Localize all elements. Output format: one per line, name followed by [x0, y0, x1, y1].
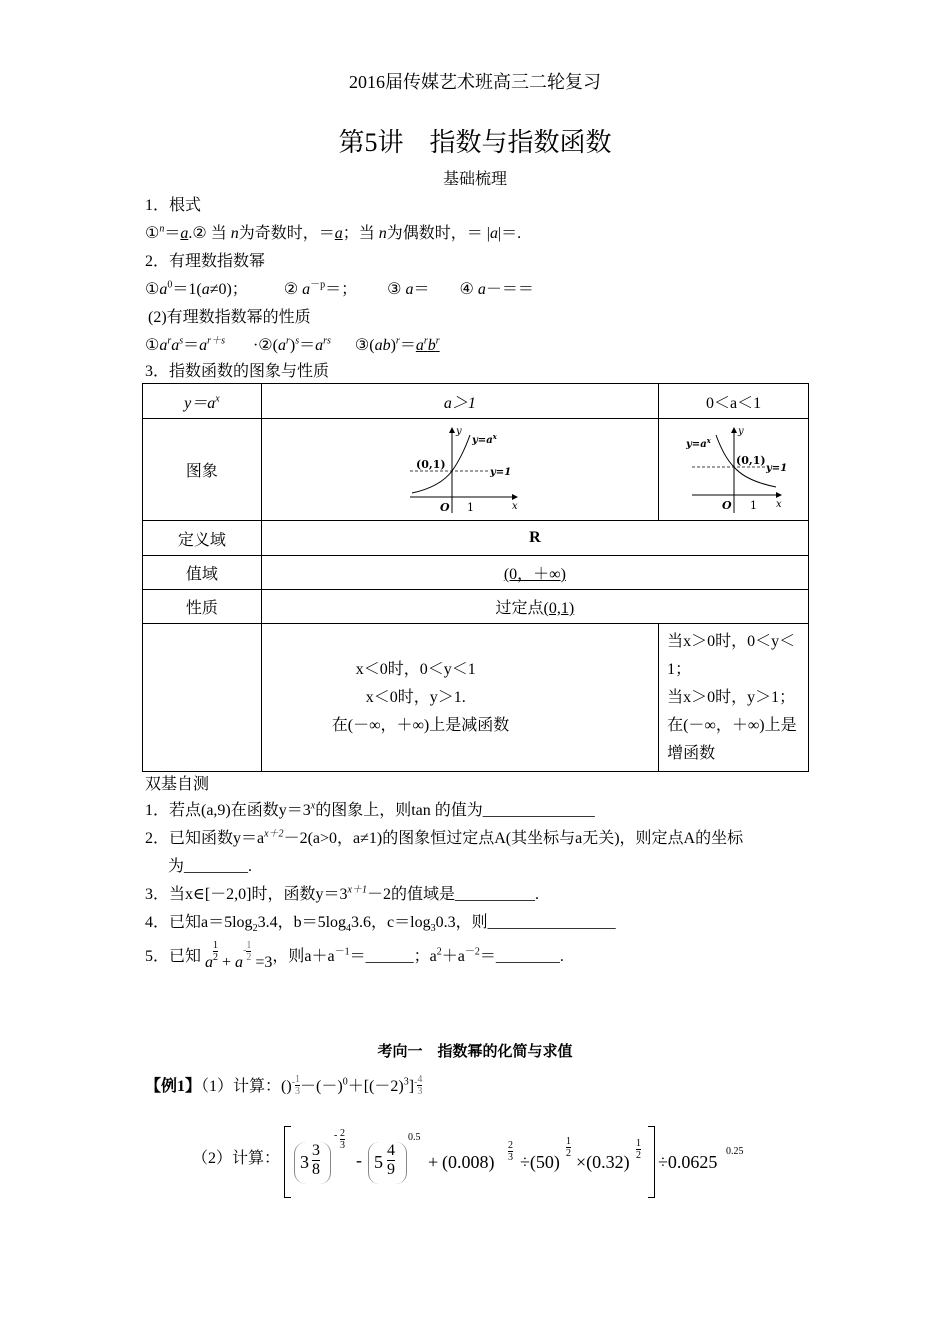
- document-header: 2016届传媒艺术班高三二轮复习: [349, 72, 601, 92]
- line-label: y=1: [489, 466, 512, 478]
- table-header-row: [143, 384, 809, 419]
- page-title: 第5讲 指数与指数函数: [338, 128, 612, 157]
- graph-increasing-cell: [261, 419, 658, 521]
- table-row-graph: [143, 419, 809, 521]
- question-2: 2．已知函数$y=a^{x+2}-2(a>0$，a≠1)的图象恒过定点A(其坐标与a无关)，则定点A的坐标: [145, 828, 744, 847]
- example-1-part-1: 【例1】（1）计算：()- $\frac{1}{3}$ $-(-)^0+[(-2)^3]^-$ $\frac{4}{3}$: [145, 1073, 423, 1097]
- axis-y-label-2: y: [737, 425, 744, 437]
- right-line-1: 当x＞0时，0＜y＜1；: [667, 632, 796, 678]
- domain-value: R: [261, 521, 808, 556]
- question-2-cont: 为________.: [168, 858, 253, 875]
- table-row-property: [143, 590, 809, 624]
- left-line-1: x＜0时，0＜y＜1: [355, 660, 476, 678]
- s2-heading: 2．有理数指数幂: [145, 253, 266, 270]
- line-label-2: y=1: [765, 462, 787, 474]
- s3-heading: 3．指数函数的图象与性质: [145, 363, 330, 380]
- s1-heading: 1．根式: [145, 197, 202, 214]
- table-row-domain: [143, 521, 809, 556]
- question-3: 3．当x∈[－2,0]时，函数$y=3^{x+1}-2$的值域是__________.: [145, 884, 539, 903]
- range-value: (0，＋∞): [261, 556, 808, 590]
- axis-x-label: x: [511, 500, 518, 512]
- origin-label: O: [439, 500, 450, 514]
- s1-line: ①$^n$＝a.② 当 n为奇数时，＝a；当 n为偶数时，＝ |a|＝.: [145, 223, 522, 242]
- label-empty: [143, 624, 262, 772]
- question-5: 5．已知 a $\frac{1}{2}$ + a- $\frac{1}{2}$ =3，则$a+a^{-1}=\_\_\_\_\_\_$；$a^2+a^{-2}=\_\_\_\_\_\_\_\_$.: [145, 939, 564, 971]
- axis-y-label: y: [455, 425, 462, 437]
- header-function: $y=a^x$: [143, 384, 262, 419]
- tick-1-label-2: 1: [749, 498, 757, 512]
- exponential-properties-table: [142, 383, 809, 772]
- example-1-part-2-label: （2）计算：: [192, 1150, 281, 1167]
- point-label: (0,1): [415, 457, 446, 471]
- s2-line2: $①a^ra^s=a^{r+s}$ $\cdot ②(a^r)^s=a^{rs}$ $③(ab)^r=a^rb^r$: [145, 335, 440, 354]
- curve-label: $y=a^x$: [471, 431, 497, 446]
- question-4: 4．已知$a=5\log_23.4$，$b=5\log_43.6$，$c=\log_30.3$，则________________: [145, 914, 616, 935]
- example-1-part-2-expression: 3 $\frac{3}{8}$ - $\frac{2}{3}$ - 5 $\frac{4}{9}$ 0.5 + (0.008) $\frac{2}{3}$ ÷(50) $\frac{1}{2}$ ×(0.32) $\frac{1}{2}$ ÷0.0625 0.25: [284, 1126, 754, 1198]
- left-line-2: x＜0时，y＞1.: [365, 688, 466, 706]
- right-line-3: 在(－∞，＋∞)上是增函数: [667, 716, 797, 762]
- tick-1-label: 1: [466, 500, 474, 514]
- label-graph: 图象: [143, 419, 262, 521]
- header-a-between: 0＜a＜1: [659, 384, 809, 419]
- monotonic-right: [659, 624, 809, 772]
- graph-decreasing: [684, 425, 787, 515]
- curve-label-2: $y=a^x$: [685, 435, 711, 450]
- s2-line1: $①a^0=1(a\ne 0)$； ② $a^{-p}=$； ③ a＝ ④ a－＝＝: [145, 279, 534, 298]
- label-property: 性质: [143, 590, 262, 624]
- question-1: 1．若点(a,9)在函数$y=3^x$的图象上，则tan 的值为______________: [145, 800, 595, 819]
- point-label-2: (0,1): [735, 453, 766, 467]
- direction-heading: 考向一 指数幂的化简与求值: [377, 1043, 573, 1060]
- monotonic-left: [261, 624, 658, 772]
- right-line-2: 当x＞0时，y＞1；: [667, 688, 796, 706]
- header-a-greater-1: a＞1: [261, 384, 658, 419]
- origin-label-2: O: [721, 498, 732, 512]
- left-line-3: 在(－∞，＋∞)上是减函数: [331, 716, 510, 734]
- self-test-heading: 双基自测: [145, 776, 210, 793]
- axis-x-label-2: x: [775, 498, 782, 510]
- table-row-monotonic: [143, 624, 809, 772]
- table-row-range: [143, 556, 809, 590]
- s2-subheading: (2)有理数指数幂的性质: [148, 309, 311, 326]
- graph-increasing: [400, 425, 520, 515]
- property-value: 过定点(0,1): [261, 590, 808, 624]
- label-domain: 定义域: [143, 521, 262, 556]
- section-heading-basic: 基础梳理: [442, 171, 507, 188]
- graph-decreasing-cell: [659, 419, 809, 521]
- label-range: 值域: [143, 556, 262, 590]
